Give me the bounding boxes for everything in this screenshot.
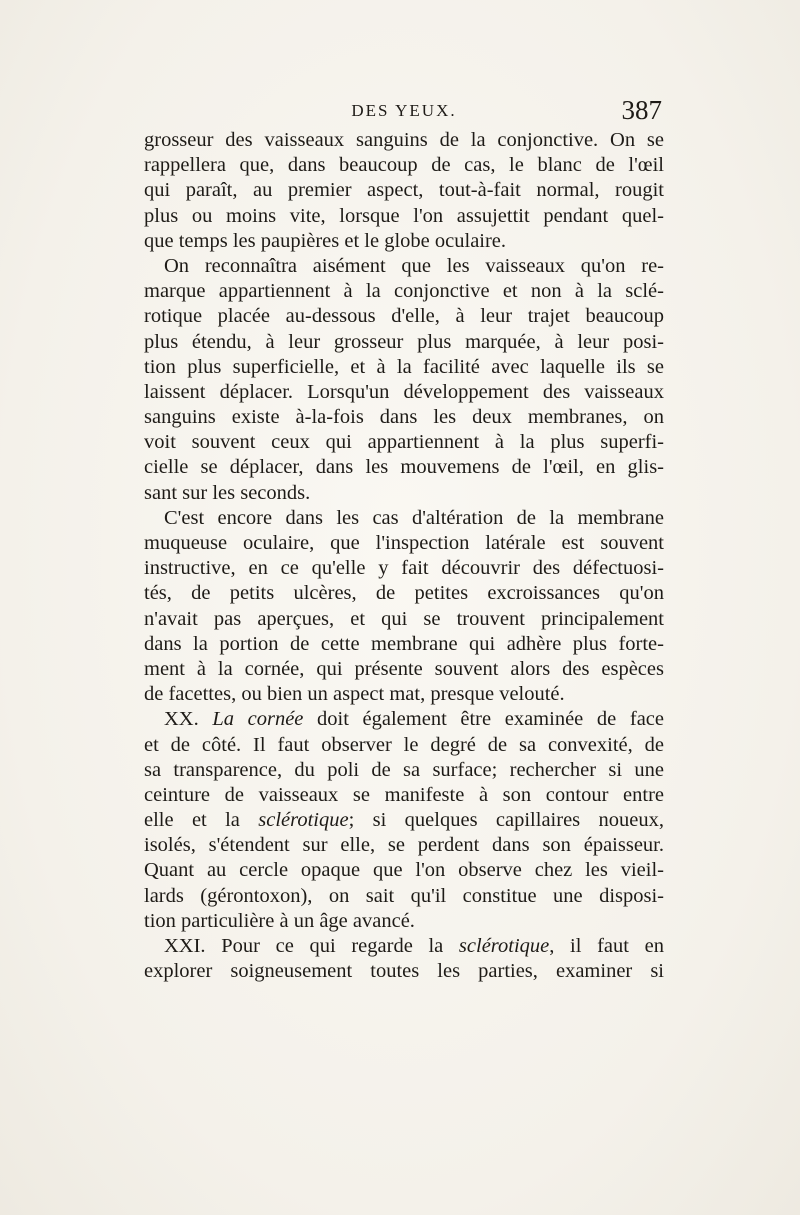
text-line: sa transparence, du poli de sa surface; rechercher si une: [144, 758, 664, 781]
text-line: isolés, s'étendent sur elle, se perdent dans son épaisseur.: [144, 834, 664, 857]
text-line: n'avait pas aperçues, et qui se trouvent principalement: [144, 607, 664, 630]
text-line: lards (gérontoxon), on sait qu'il constitue une disposi-: [144, 884, 664, 907]
text-line: ment à la cornée, qui présente souvent alors des espèces: [144, 657, 664, 680]
text-line: C'est encore dans les cas d'altération de la membrane: [164, 506, 664, 529]
text-line: rappellera que, dans beaucoup de cas, le blanc de l'œil: [144, 154, 664, 177]
text-line: XX. La cornée doit également être examinée de face: [164, 708, 664, 731]
text-line: tés, de petits ulcères, de petites excroissances qu'on: [144, 582, 664, 605]
italic-term: sclérotique: [258, 809, 349, 832]
text-line: grosseur des vaisseaux sanguins de la conjonctive. On se: [144, 129, 664, 151]
text-line: sanguins existe à-la-fois dans les deux membranes, on: [144, 406, 664, 429]
text-line: On reconnaîtra aisément que les vaisseaux qu'on re-: [164, 254, 664, 277]
text-line: instructive, en ce qu'elle y fait découvrir des défectuosi-: [144, 557, 664, 580]
text-line: de facettes, ou bien un aspect mat, presque velouté.: [144, 683, 565, 706]
text-line: ceinture de vaisseaux se manifeste à son contour entre: [144, 783, 664, 806]
italic-term: La cornée: [212, 708, 304, 731]
text-line: sant sur les seconds.: [144, 481, 311, 504]
text-line: et de côté. Il faut observer le degré de sa convexité, de: [144, 733, 664, 756]
page-number: 387: [621, 95, 662, 125]
text-line: dans la portion de cette membrane qui adhère plus forte-: [144, 632, 664, 655]
text-line: Quant au cercle opaque que l'on observe chez les vieil-: [144, 859, 664, 882]
text-line: plus ou moins vite, lorsque l'on assujettit pendant quel-: [144, 204, 664, 227]
text-line: laissent déplacer. Lorsqu'un développement des vaisseaux: [144, 380, 664, 403]
body-text: [144, 128, 664, 984]
text-line: muqueuse oculaire, que l'inspection latérale est souvent: [144, 532, 664, 554]
running-head: [144, 97, 664, 127]
text-line: XXI. Pour ce qui regarde la sclérotique, il faut en: [164, 935, 664, 957]
text-line: voit souvent ceux qui appartiennent à la plus superfi-: [144, 431, 664, 454]
text-line: rotique placée au-dessous d'elle, à leur trajet beaucoup: [144, 305, 664, 328]
text-line: elle et la sclérotique; si quelques capillaires noueux,: [144, 809, 664, 832]
text-line: marque appartiennent à la conjonctive et non à la sclé-: [144, 280, 664, 303]
text-line: qui paraît, au premier aspect, tout-à-fait normal, rougit: [144, 179, 664, 202]
text-line: cielle se déplacer, dans les mouvemens de l'œil, en glis-: [144, 456, 664, 479]
text-line: que temps les paupières et le globe oculaire.: [144, 229, 507, 252]
text-line: plus étendu, à leur grosseur plus marquée, à leur posi-: [144, 330, 664, 353]
text-line: tion particulière à un âge avancé.: [144, 909, 415, 932]
italic-term: sclérotique: [458, 935, 550, 957]
running-title: DES YEUX.: [351, 101, 457, 120]
text-line: tion plus superficielle, et à la facilité avec laquelle ils se: [144, 355, 664, 378]
text-line: explorer soigneusement toutes les parties, examiner si: [144, 960, 664, 983]
